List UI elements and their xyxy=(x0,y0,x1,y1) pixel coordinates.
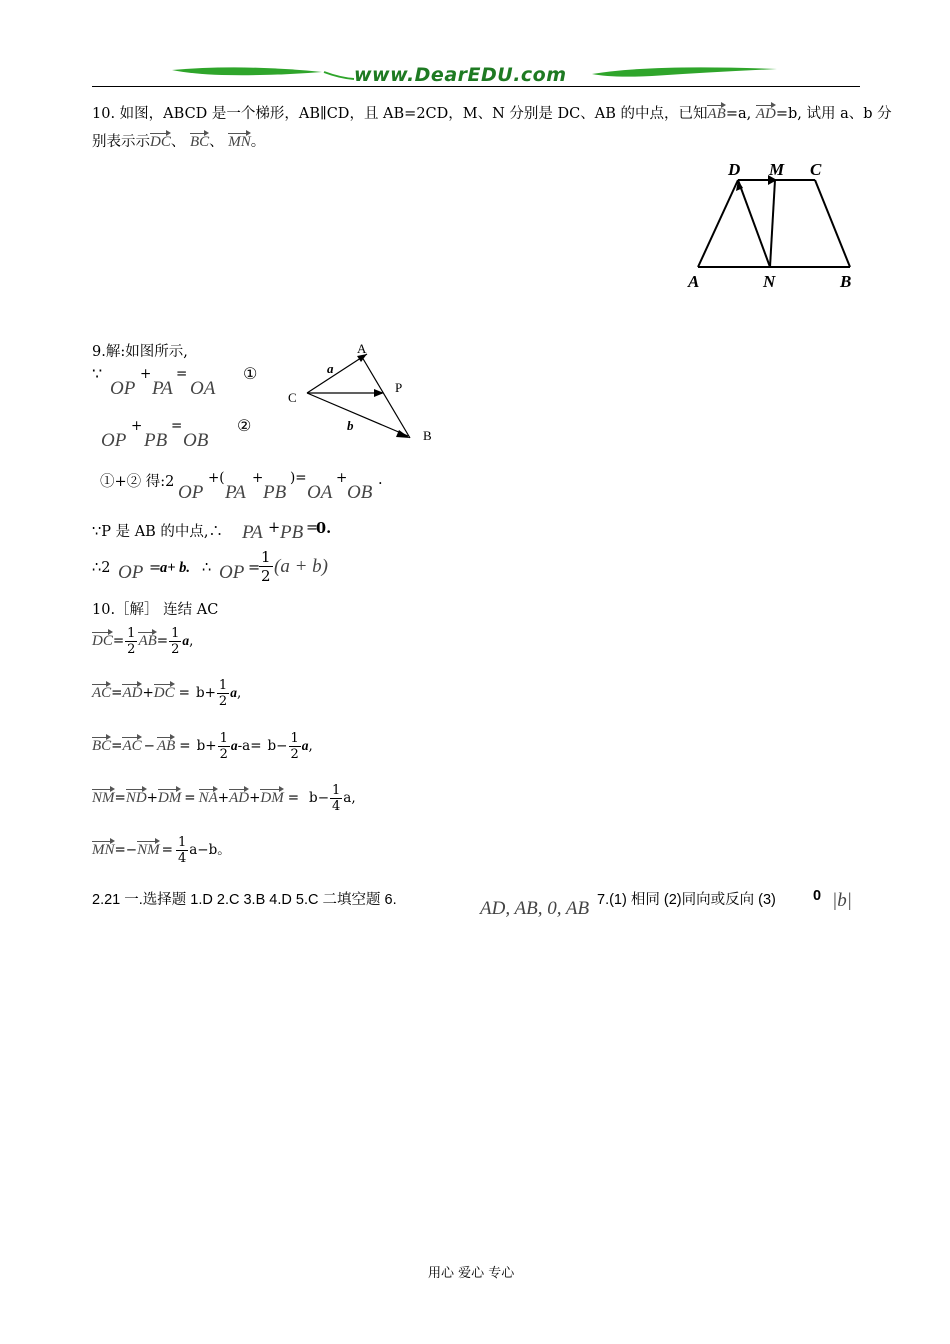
fraction-denominator: 2 xyxy=(127,642,136,657)
tri-label-p: P xyxy=(395,380,403,395)
fraction-denominator: 4 xyxy=(177,851,187,866)
vector-dc: DC xyxy=(150,128,171,151)
solution10-line2 xyxy=(92,678,241,709)
equals: = xyxy=(184,790,196,806)
eq3-prefix: ①+② 得:2 xyxy=(100,474,175,490)
eq3-plus: + xyxy=(252,470,264,486)
fraction-numerator: 1 xyxy=(177,835,187,850)
minus: − xyxy=(143,738,155,754)
vector-ab: AB xyxy=(157,732,175,755)
solution10-line5 xyxy=(92,835,231,866)
eq2-v1: OP xyxy=(101,430,127,451)
solution10-line4 xyxy=(92,783,356,814)
eq1-v1: OP xyxy=(110,378,136,399)
problem10-line1 xyxy=(92,100,892,123)
separator: 、 xyxy=(170,134,186,150)
eq2-mark: ② xyxy=(237,416,252,435)
problem10-eq-b: =b, 试用 a、b 分 xyxy=(775,106,892,122)
fraction xyxy=(330,783,342,814)
eq5-eq: = xyxy=(149,560,162,576)
var-b: b+ xyxy=(196,738,217,754)
eq3-v3: PB xyxy=(263,482,287,503)
fraction-numerator: 1 xyxy=(332,783,341,798)
separator: 、 xyxy=(209,134,224,150)
var-a: a, xyxy=(343,790,356,806)
vector-nd: ND xyxy=(126,784,147,807)
fraction-numerator: 1 xyxy=(219,731,228,746)
vector-ac: AC xyxy=(92,679,111,702)
equals: = xyxy=(111,738,123,754)
solution9-title: 9.解:如图所示, xyxy=(92,344,188,360)
equals: = xyxy=(114,790,126,806)
vector-mn: MN xyxy=(228,128,251,151)
eq3-v1: OP xyxy=(178,482,204,503)
eq5-ab: a+ b. xyxy=(160,560,191,576)
comma: , xyxy=(308,738,313,754)
label-d: D xyxy=(728,160,741,179)
fraction-denominator: 4 xyxy=(332,799,341,814)
problem10-line2 xyxy=(92,128,265,151)
vector-dm: DM xyxy=(158,784,181,807)
vector-ab: AB xyxy=(138,627,156,650)
vector-na: NA xyxy=(199,784,218,807)
result: a−b。 xyxy=(189,842,231,858)
solution10-title: 10.［解］ 连结 AC xyxy=(92,602,219,618)
var-a: a xyxy=(230,685,237,700)
because-symbol: ∵ xyxy=(92,364,103,383)
eq5-therefore: ∴ xyxy=(202,560,212,576)
trapezoid-diagram xyxy=(680,155,870,295)
var-a: a xyxy=(182,633,190,648)
minus-a: -a= xyxy=(237,738,262,754)
plus: + xyxy=(142,685,154,701)
label-m: M xyxy=(769,160,785,179)
fraction xyxy=(289,731,301,762)
tri-label-c: C xyxy=(288,390,297,405)
var-b: b+ xyxy=(195,685,216,701)
label-a: A xyxy=(688,272,700,291)
vector-ac: AC xyxy=(122,732,141,755)
eq3-plus2: + xyxy=(336,470,348,486)
fraction xyxy=(169,626,181,657)
equals: = xyxy=(156,633,169,649)
comma: , xyxy=(189,633,194,649)
eq2-eq: = xyxy=(171,418,183,434)
eq1-plus: + xyxy=(140,366,152,382)
eq5-paren: (a + b) xyxy=(274,556,328,577)
equals: = xyxy=(111,685,123,701)
eq2-v2: PB xyxy=(144,430,168,451)
answers-abs-b: |b| xyxy=(832,890,852,911)
vector-ad: AD xyxy=(756,100,776,123)
equals: = xyxy=(112,633,125,649)
fraction-denominator: 2 xyxy=(219,747,228,762)
var-b: b− xyxy=(309,790,330,806)
var-b: b− xyxy=(267,738,288,754)
solution10-line1 xyxy=(92,626,193,657)
comma: , xyxy=(236,685,242,701)
fraction-denominator: 2 xyxy=(171,642,180,657)
eq4-plus: + xyxy=(268,520,281,536)
vector-dm: DM xyxy=(260,784,283,807)
answers-math: AD, AB, 0, AB xyxy=(480,898,590,919)
eq4-zero: 0. xyxy=(316,520,332,537)
fraction xyxy=(125,626,137,657)
eq1-mark: ① xyxy=(243,364,258,383)
fraction-numerator: 1 xyxy=(218,678,228,693)
eq3-v5: OB xyxy=(347,482,373,503)
eq3-dot: . xyxy=(378,472,383,488)
vector-nm: NM xyxy=(137,836,160,859)
answers-rest: 7.(1) 相同 (2)同向或反向 (3) xyxy=(597,892,776,908)
vector-triangle-diagram xyxy=(280,340,450,450)
answers-zero: 0 xyxy=(813,888,822,904)
equals: = xyxy=(179,738,191,754)
eq3-v4: OA xyxy=(307,482,333,503)
label-b: B xyxy=(840,272,852,291)
eq2-v3: OB xyxy=(183,430,209,451)
problem10-text: 10. 如图，ABCD 是一个梯形，AB∥CD，且 AB=2CD，M、N 分别是 DC、AB 的中点，已知 xyxy=(92,106,708,122)
eq2-plus: + xyxy=(131,418,143,434)
fraction-numerator: 1 xyxy=(261,548,271,566)
tri-label-vec-a: a xyxy=(327,361,334,376)
eq3-open: +( xyxy=(208,470,225,486)
var-a: a xyxy=(230,738,238,753)
equals: = xyxy=(161,842,173,858)
label-c: C xyxy=(810,160,822,179)
fraction-denominator: 2 xyxy=(261,567,271,585)
tri-label-a: A xyxy=(357,341,367,356)
eq5-v1: OP xyxy=(118,562,144,583)
eq4-prefix: ∵P 是 AB 的中点,∴ xyxy=(92,524,224,540)
fraction-numerator: 1 xyxy=(127,626,136,641)
vector-mn: MN xyxy=(92,836,115,859)
vector-ad: AD xyxy=(229,784,249,807)
eq3-v2: PA xyxy=(225,482,246,503)
problem10-eq-a: =a, xyxy=(725,106,752,122)
plus: + xyxy=(146,790,158,806)
eq5-prefix: ∴2 xyxy=(92,560,111,576)
answers-prefix: 2.21 一.选择题 1.D 2.C 3.B 4.D 5.C 二填空题 6. xyxy=(92,892,397,908)
fraction-numerator: 1 xyxy=(171,626,180,641)
fraction-numerator: 1 xyxy=(290,731,299,746)
tri-label-b: B xyxy=(423,428,432,443)
fraction-denominator: 2 xyxy=(290,747,299,762)
eq4-v1: PA xyxy=(242,522,263,543)
equals: = xyxy=(287,790,300,806)
equals-minus: =− xyxy=(114,842,138,858)
header-site-name: www.DearEDU.com xyxy=(354,64,567,86)
var-a: a xyxy=(301,738,309,753)
vector-bc: BC xyxy=(92,732,111,755)
fraction xyxy=(218,731,230,762)
vector-ab: AB xyxy=(707,100,725,123)
eq1-v3: OA xyxy=(190,378,216,399)
solution10-line3 xyxy=(92,731,313,762)
vector-bc: BC xyxy=(190,128,209,151)
eq4-v2: PB xyxy=(280,522,304,543)
eq5-eq2: = xyxy=(248,560,261,576)
problem10-text2: 别表示示 xyxy=(92,134,150,150)
tri-label-vec-b: b xyxy=(347,418,354,433)
page-footer: 用心 爱心 专心 xyxy=(428,1266,515,1281)
vector-nm: NM xyxy=(92,784,115,807)
period: 。 xyxy=(250,134,266,150)
eq3-close: )= xyxy=(290,470,307,486)
equals: = xyxy=(178,685,190,701)
fraction-denominator: 2 xyxy=(218,694,228,709)
eq1-eq: = xyxy=(176,366,188,382)
fraction xyxy=(176,835,188,866)
vector-dc: DC xyxy=(92,627,113,650)
vector-dc: DC xyxy=(154,679,175,702)
label-n: N xyxy=(763,272,776,291)
eq5-fraction xyxy=(259,548,273,585)
eq5-v2: OP xyxy=(219,562,245,583)
eq4-eq: = xyxy=(306,520,319,536)
header-rule xyxy=(92,86,860,87)
eq1-v2: PA xyxy=(152,378,173,399)
fraction xyxy=(217,678,229,709)
vector-ad: AD xyxy=(122,679,142,702)
plus: + xyxy=(249,790,261,806)
plus: + xyxy=(217,790,230,806)
